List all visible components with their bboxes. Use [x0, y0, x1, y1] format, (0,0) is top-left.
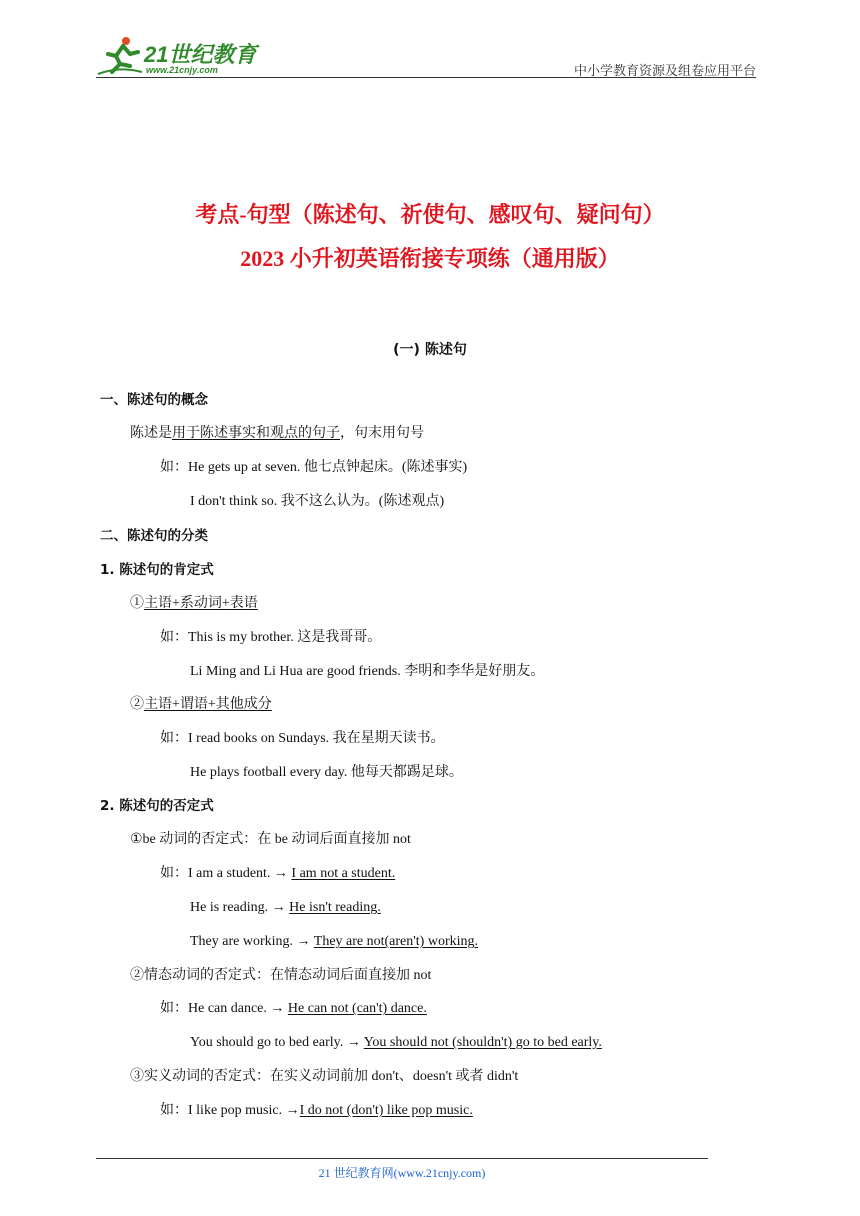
footer-divider — [96, 1158, 708, 1159]
heading-concept: 一、陈述句的概念 — [100, 392, 208, 408]
example-label: 如： — [160, 630, 188, 645]
example-text: They are working. → — [190, 934, 314, 949]
example-text: I am a student. → — [188, 866, 292, 881]
runner-logo-icon — [96, 34, 144, 78]
title-line-1: 考点-句型（陈述句、祈使句、感叹句、疑问句） — [195, 202, 665, 227]
example-line — [160, 458, 467, 478]
concept-underlined: 用于陈述事实和观点的句子 — [172, 426, 340, 441]
example-line — [160, 1101, 473, 1121]
example-line — [160, 628, 381, 648]
example-line — [190, 898, 381, 918]
header-divider — [96, 77, 756, 78]
example-label: 如： — [160, 1001, 188, 1016]
example-text: He gets up at seven. 他七点钟起床。(陈述事实) — [188, 460, 468, 475]
example-line: I don't think so. 我不这么认为。(陈述观点) — [190, 494, 445, 509]
example-label: 如： — [160, 460, 188, 475]
example-label: 如： — [160, 731, 188, 746]
heading-affirmative: 1. 陈述句的肯定式 — [100, 562, 214, 578]
section-heading: (一) 陈述句 — [393, 342, 467, 358]
example-answer: They are not(aren't) working. — [313, 934, 478, 949]
example-answer: I am not a student. — [291, 866, 396, 881]
negative-rule-1: ①be 动词的否定式：在 be 动词后面直接加 not — [130, 832, 411, 847]
example-line: Li Ming and Li Hua are good friends. 李明和李华是好朋友。 — [190, 664, 545, 679]
concept-text — [130, 424, 424, 444]
pattern-number: ① — [130, 596, 144, 611]
logo-text: 21世纪教育 — [144, 42, 257, 67]
platform-name: 中小学教育资源及组卷应用平台 — [573, 63, 756, 78]
example-label: 如： — [160, 866, 188, 881]
example-line: He plays football every day. 他每天都踢足球。 — [190, 765, 463, 780]
example-line — [190, 932, 478, 952]
pattern-number: ② — [130, 697, 144, 712]
concept-post: ，句末用句号 — [340, 426, 424, 441]
example-text: I like pop music. → — [188, 1103, 300, 1118]
example-label: 如： — [160, 1103, 188, 1118]
title-line-2: 2023 小升初英语衔接专项练（通用版） — [240, 246, 620, 271]
negative-rule-3: ③实义动词的否定式：在实义动词前加 don't、doesn't 或者 didn't — [130, 1069, 519, 1084]
pattern-text: 主语+系动词+表语 — [144, 596, 258, 611]
example-text: This is my brother. 这是我哥哥。 — [188, 630, 382, 645]
heading-classification: 二、陈述句的分类 — [100, 528, 208, 544]
example-text: I read books on Sundays. 我在星期天读书。 — [188, 731, 445, 746]
example-line — [160, 999, 427, 1019]
example-line — [190, 1033, 602, 1053]
example-answer: He can not (can't) dance. — [287, 1001, 427, 1016]
concept-pre: 陈述是 — [130, 426, 172, 441]
example-answer: I do not (don't) like pop music. — [299, 1103, 473, 1118]
example-line — [160, 864, 395, 884]
heading-negative: 2. 陈述句的否定式 — [100, 798, 214, 814]
logo-url: www.21cnjy.com — [146, 65, 218, 75]
example-text: You should go to bed early. → — [190, 1035, 364, 1050]
example-text: He can dance. → — [188, 1001, 288, 1016]
example-answer: You should not (shouldn't) go to bed early. — [363, 1035, 602, 1050]
page-header — [96, 34, 756, 80]
pattern-text: 主语+谓语+其他成分 — [144, 697, 272, 712]
logo — [96, 34, 266, 78]
pattern-2 — [130, 695, 272, 715]
example-line — [160, 729, 445, 749]
example-answer: He isn't reading. — [289, 900, 381, 915]
example-text: He is reading. → — [190, 900, 290, 915]
footer-text[interactable]: 21 世纪教育网(www.21cnjy.com) — [318, 1166, 486, 1180]
pattern-1 — [130, 594, 258, 614]
negative-rule-2: ②情态动词的否定式：在情态动词后面直接加 not — [130, 968, 432, 983]
